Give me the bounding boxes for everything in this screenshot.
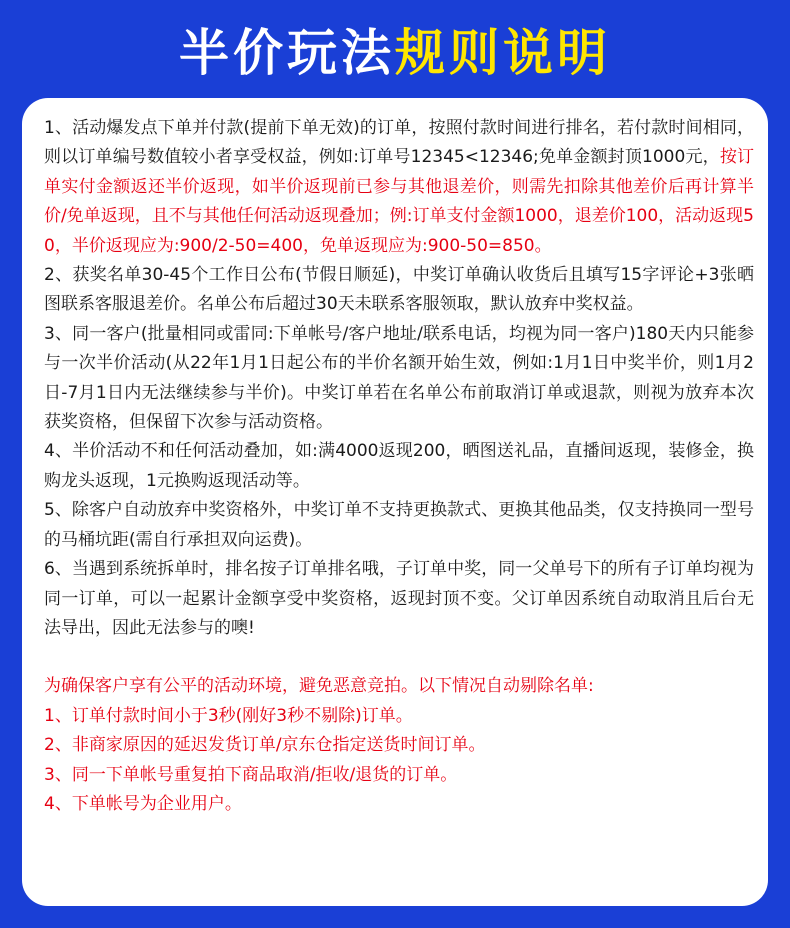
section-gap bbox=[44, 643, 754, 672]
exclusion-heading: 为确保客户享有公平的活动环境，避免恶意竞拍。以下情况自动剔除名单: bbox=[44, 676, 594, 697]
exclusion-rule-2: 2、非商家原因的延迟发货订单/京东仓指定送货时间订单。 bbox=[44, 735, 486, 756]
rule-1-text: 1、活动爆发点下单并付款(提前下单无效)的订单，按照付款时间进行排名，若付款时间相同，则以订单编号数值较小者享受权益，例如:订单号12345<12346;免单金额封顶1000元， bbox=[44, 118, 754, 168]
rules-card bbox=[22, 98, 768, 906]
exclusion-notice bbox=[44, 672, 754, 819]
rule-item-4: 4、半价活动不和任何活动叠加，如:满4000返现200，晒图送礼品，直播间返现，装修金，换购龙头返现，1元换购返现活动等。 bbox=[44, 441, 754, 491]
rule-item-2: 2、获奖名单30-45个工作日公布(节假日顺延)，中奖订单确认收货后且填写15字评论+3张晒图联系客服退差价。名单公布后超过30天未联系客服领取，默认放弃中奖权益。 bbox=[44, 265, 754, 315]
rule-item-6: 6、当遇到系统拆单时，排名按子订单排名哦，子订单中奖，同一父单号下的所有子订单均视为同一订单，可以一起累计金额享受中奖资格，返现封顶不变。父订单因系统自动取消且后台无法导出，因此无法参与的噢! bbox=[44, 559, 754, 638]
page-title bbox=[0, 0, 790, 98]
rule-item-1 bbox=[44, 114, 754, 261]
exclusion-rule-1: 1、订单付款时间小于3秒(刚好3秒不剔除)订单。 bbox=[44, 705, 413, 726]
title-highlight: 规则说明 bbox=[395, 24, 611, 82]
rule-item-3: 3、同一客户(批量相同或雷同:下单帐号/客户地址/联系电话，均视为同一客户)180天内只能参与一次半价活动(从22年1月1日起公布的半价名额开始生效，例如:1月1日中奖半价，则1月2日-7月1日内无法继续参与半价)。中奖订单若在名单公布前取消订单或退款，则视为放弃本次获奖资格，但保留下次参与活动资格。 bbox=[44, 323, 754, 433]
exclusion-rule-4: 4、下单帐号为企业用户。 bbox=[44, 793, 242, 814]
exclusion-rule-3: 3、同一下单帐号重复拍下商品取消/拒收/退货的订单。 bbox=[44, 764, 458, 785]
title-white: 半价玩法 bbox=[179, 24, 395, 82]
rule-item-5: 5、除客户自动放弃中奖资格外，中奖订单不支持更换款式、更换其他品类，仅支持换同一型号的马桶坑距(需自行承担双向运费)。 bbox=[44, 500, 754, 550]
rule-1-red-text: 按订单实付金额返还半价返现，如半价返现前已参与其他退差价，则需先扣除其他差价后再计算半价/免单返现，且不与其他任何活动返现叠加；例:订单支付金额1000，退差价100，活动返现50，半价返现应为:900/2-50=400，免单返现应为:900-50=850。 bbox=[44, 147, 755, 256]
